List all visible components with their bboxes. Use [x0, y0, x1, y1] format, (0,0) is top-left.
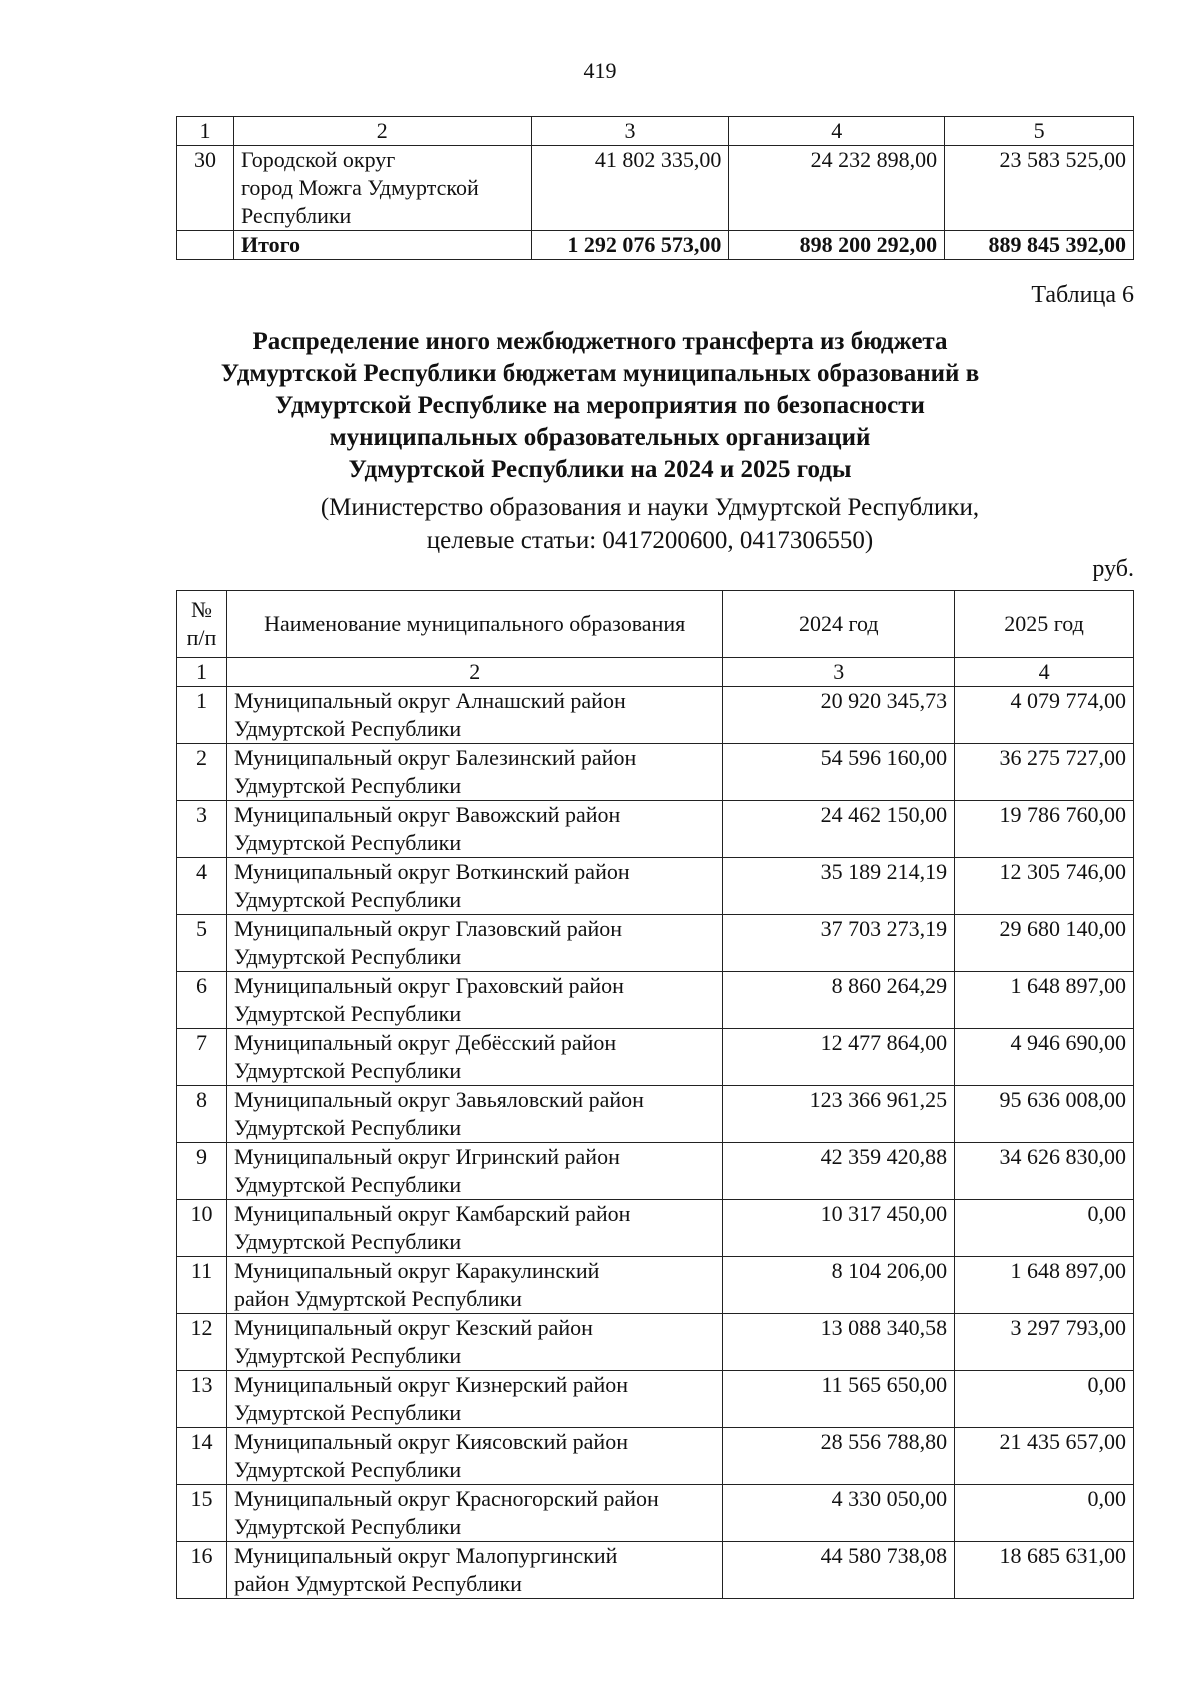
name-line: Муниципальный округ Кезский район	[233, 1315, 593, 1340]
column-index: 2	[233, 117, 531, 146]
column-index: 4	[955, 658, 1134, 687]
name-line: район Удмуртской Республики	[233, 1571, 522, 1596]
amount-2025: 4 079 774,00	[955, 687, 1134, 744]
table-row	[177, 1200, 1134, 1257]
table-row	[177, 1371, 1134, 1428]
row-number: 8	[177, 1086, 227, 1143]
name-line: Муниципальный округ Дебёсский район	[233, 1030, 617, 1055]
amount-2024: 11 565 650,00	[723, 1371, 955, 1428]
column-index: 5	[945, 117, 1134, 146]
municipality-name	[226, 1257, 722, 1314]
column-index: 3	[723, 658, 955, 687]
row-number: 4	[177, 858, 227, 915]
amount-2025: 95 636 008,00	[955, 1086, 1134, 1143]
amount-2024: 54 596 160,00	[723, 744, 955, 801]
header-2024: 2024 год	[723, 591, 955, 658]
name-line: Удмуртской Республики	[233, 1229, 462, 1254]
amount-2025: 0,00	[955, 1200, 1134, 1257]
name-line: город Можга Удмуртской	[240, 175, 479, 200]
total-amount: 889 845 392,00	[945, 231, 1134, 260]
amount-2024: 10 317 450,00	[723, 1200, 955, 1257]
name-line: Удмуртской Республики	[233, 1172, 462, 1197]
header-2025: 2025 год	[955, 591, 1134, 658]
amount-2024: 8 104 206,00	[723, 1257, 955, 1314]
amount-2025: 19 786 760,00	[955, 801, 1134, 858]
name-line: Муниципальный округ Балезинский район	[233, 745, 637, 770]
name-line: Муниципальный округ Граховский район	[233, 973, 624, 998]
title-line: Удмуртской Республики бюджетам муниципальных образований в	[220, 360, 980, 387]
row-number: 7	[177, 1029, 227, 1086]
table-row	[177, 801, 1134, 858]
municipality-name	[226, 801, 722, 858]
name-line: Муниципальный округ Каракулинский	[233, 1258, 600, 1283]
amount-2025: 34 626 830,00	[955, 1143, 1134, 1200]
title-line: Удмуртской Республике на мероприятия по безопасности	[275, 392, 925, 419]
column-index: 3	[531, 117, 729, 146]
row-number: 15	[177, 1485, 227, 1542]
name-line: Муниципальный округ Малопургинский	[233, 1543, 618, 1568]
municipality-name	[226, 1200, 722, 1257]
table-row	[177, 858, 1134, 915]
amount-2024: 37 703 273,19	[723, 915, 955, 972]
table-row	[177, 1143, 1134, 1200]
table-row	[177, 1485, 1134, 1542]
amount-2025: 12 305 746,00	[955, 858, 1134, 915]
name-line: Муниципальный округ Кизнерский район	[233, 1372, 629, 1397]
table-header-row	[177, 591, 1134, 658]
document-title	[150, 326, 1050, 486]
name-line: Удмуртской Республики	[233, 1001, 462, 1026]
currency-unit: руб.	[1092, 556, 1134, 582]
municipality-name	[226, 1485, 722, 1542]
table-row	[177, 687, 1134, 744]
amount-cell: 41 802 335,00	[531, 146, 729, 231]
title-line: Удмуртской Республики на 2024 и 2025 годы	[348, 456, 852, 483]
amount-2025: 4 946 690,00	[955, 1029, 1134, 1086]
name-line: Муниципальный округ Глазовский район	[233, 916, 623, 941]
municipality-name	[226, 1428, 722, 1485]
table-row	[177, 146, 1134, 231]
header-name: Наименование муниципального образования	[226, 591, 722, 658]
table-label: Таблица 6	[1031, 282, 1134, 308]
table-row	[177, 1314, 1134, 1371]
amount-2025: 0,00	[955, 1371, 1134, 1428]
municipality-name	[226, 744, 722, 801]
name-line: Удмуртской Республики	[233, 887, 462, 912]
row-number: 5	[177, 915, 227, 972]
subtitle-line: (Министерство образования и науки Удмуртской Республики,	[320, 494, 980, 521]
row-number: 9	[177, 1143, 227, 1200]
header-number	[177, 591, 227, 658]
name-line: Удмуртской Республики	[233, 1115, 462, 1140]
municipality-name	[233, 146, 531, 231]
table-row	[177, 744, 1134, 801]
amount-2025: 36 275 727,00	[955, 744, 1134, 801]
municipality-name	[226, 972, 722, 1029]
name-line: Удмуртской Республики	[233, 716, 462, 741]
name-line: Муниципальный округ Вавожский район	[233, 802, 621, 827]
municipality-name	[226, 915, 722, 972]
name-line: Муниципальный округ Камбарский район	[233, 1201, 631, 1226]
title-line: Распределение иного межбюджетного трансферта из бюджета	[252, 328, 948, 355]
column-index-row	[177, 117, 1134, 146]
name-line: Удмуртской Республики	[233, 1457, 462, 1482]
total-row	[177, 231, 1134, 260]
amount-2024: 20 920 345,73	[723, 687, 955, 744]
row-number: 10	[177, 1200, 227, 1257]
municipality-name	[226, 1371, 722, 1428]
name-line: Муниципальный округ Завьяловский район	[233, 1087, 644, 1112]
number-abbr: п/п	[186, 625, 217, 650]
total-amount: 898 200 292,00	[729, 231, 945, 260]
table-row	[177, 1428, 1134, 1485]
amount-2025: 3 297 793,00	[955, 1314, 1134, 1371]
column-index: 4	[729, 117, 945, 146]
municipality-name	[226, 1143, 722, 1200]
amount-2024: 123 366 961,25	[723, 1086, 955, 1143]
amount-cell: 24 232 898,00	[729, 146, 945, 231]
amount-2024: 12 477 864,00	[723, 1029, 955, 1086]
municipality-name	[226, 1542, 722, 1599]
title-line: муниципальных образовательных организаций	[329, 424, 871, 451]
amount-2024: 44 580 738,08	[723, 1542, 955, 1599]
name-line: Удмуртской Республики	[233, 1058, 462, 1083]
column-index: 2	[226, 658, 722, 687]
name-line: Республики	[240, 203, 352, 228]
empty-cell	[177, 231, 234, 260]
municipality-name	[226, 687, 722, 744]
name-line: Удмуртской Республики	[233, 1343, 462, 1368]
amount-2024: 4 330 050,00	[723, 1485, 955, 1542]
number-sign: №	[190, 597, 212, 622]
amount-2024: 35 189 214,19	[723, 858, 955, 915]
municipality-name	[226, 1029, 722, 1086]
document-subtitle	[150, 491, 1150, 557]
name-line: Удмуртской Республики	[233, 773, 462, 798]
amount-2025: 21 435 657,00	[955, 1428, 1134, 1485]
amount-2024: 8 860 264,29	[723, 972, 955, 1029]
table-row	[177, 1086, 1134, 1143]
amount-2025: 29 680 140,00	[955, 915, 1134, 972]
municipality-name	[226, 858, 722, 915]
row-number: 12	[177, 1314, 227, 1371]
row-number: 11	[177, 1257, 227, 1314]
name-line: Муниципальный округ Киясовский район	[233, 1429, 628, 1454]
table-row	[177, 972, 1134, 1029]
amount-cell: 23 583 525,00	[945, 146, 1134, 231]
name-line: Удмуртской Республики	[233, 1514, 462, 1539]
amount-2025: 1 648 897,00	[955, 1257, 1134, 1314]
amount-2025: 18 685 631,00	[955, 1542, 1134, 1599]
column-index: 1	[177, 658, 227, 687]
amount-2024: 28 556 788,80	[723, 1428, 955, 1485]
municipality-name	[226, 1086, 722, 1143]
name-line: Муниципальный округ Воткинский район	[233, 859, 630, 884]
total-amount: 1 292 076 573,00	[531, 231, 729, 260]
amount-2025: 1 648 897,00	[955, 972, 1134, 1029]
column-index: 1	[177, 117, 234, 146]
row-number: 6	[177, 972, 227, 1029]
row-number: 16	[177, 1542, 227, 1599]
table-row	[177, 1257, 1134, 1314]
row-number: 13	[177, 1371, 227, 1428]
table-row	[177, 1542, 1134, 1599]
name-line: Муниципальный округ Красногорский район	[233, 1486, 659, 1511]
continued-table	[176, 116, 1134, 260]
municipality-name	[226, 1314, 722, 1371]
name-line: Городской округ	[240, 147, 396, 172]
page-number: 419	[583, 58, 617, 83]
row-number: 3	[177, 801, 227, 858]
name-line: Удмуртской Республики	[233, 830, 462, 855]
row-number: 1	[177, 687, 227, 744]
subtitle-line: целевые статьи: 0417200600, 0417306550)	[426, 527, 874, 554]
row-number: 14	[177, 1428, 227, 1485]
name-line: Муниципальный округ Игринский район	[233, 1144, 620, 1169]
amount-2024: 24 462 150,00	[723, 801, 955, 858]
name-line: Удмуртской Республики	[233, 1400, 462, 1425]
row-number: 30	[177, 146, 234, 231]
name-line: район Удмуртской Республики	[233, 1286, 522, 1311]
name-line: Муниципальный округ Алнашский район	[233, 688, 626, 713]
amount-2024: 13 088 340,58	[723, 1314, 955, 1371]
column-index-row	[177, 658, 1134, 687]
table-row	[177, 915, 1134, 972]
distribution-table	[176, 590, 1134, 1599]
total-label: Итого	[233, 231, 531, 260]
amount-2025: 0,00	[955, 1485, 1134, 1542]
row-number: 2	[177, 744, 227, 801]
name-line: Удмуртской Республики	[233, 944, 462, 969]
amount-2024: 42 359 420,88	[723, 1143, 955, 1200]
table-row	[177, 1029, 1134, 1086]
